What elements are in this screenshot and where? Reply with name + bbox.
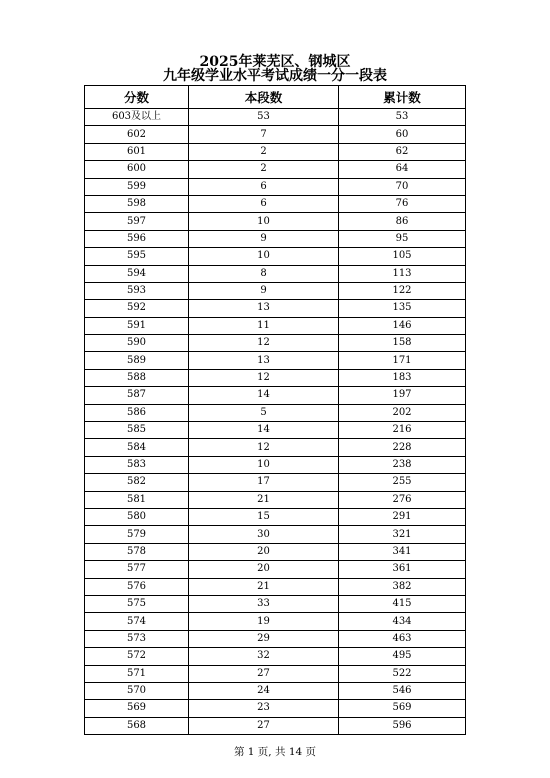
cell-segment-count: 29 <box>189 630 339 647</box>
cell-cumulative-count: 522 <box>339 665 466 682</box>
cell-score: 574 <box>85 613 189 630</box>
table-body <box>85 109 466 735</box>
cell-score: 603及以上 <box>85 109 189 126</box>
table-row <box>85 491 466 508</box>
cell-score: 572 <box>85 648 189 665</box>
table-row <box>85 404 466 421</box>
cell-segment-count: 33 <box>189 595 339 612</box>
table-row <box>85 630 466 647</box>
table-row <box>85 300 466 317</box>
cell-cumulative-count: 291 <box>339 508 466 525</box>
cell-segment-count: 23 <box>189 700 339 717</box>
cell-score: 595 <box>85 248 189 265</box>
table-row <box>85 282 466 299</box>
cell-segment-count: 19 <box>189 613 339 630</box>
cell-segment-count: 10 <box>189 248 339 265</box>
cell-cumulative-count: 135 <box>339 300 466 317</box>
cell-segment-count: 53 <box>189 109 339 126</box>
table-row <box>85 665 466 682</box>
cell-segment-count: 13 <box>189 352 339 369</box>
cell-score: 573 <box>85 630 189 647</box>
cell-score: 569 <box>85 700 189 717</box>
table-row <box>85 682 466 699</box>
cell-score: 582 <box>85 474 189 491</box>
table-row <box>85 578 466 595</box>
cell-score: 591 <box>85 317 189 334</box>
cell-segment-count: 14 <box>189 387 339 404</box>
cell-segment-count: 14 <box>189 422 339 439</box>
table-row <box>85 178 466 195</box>
cell-segment-count: 32 <box>189 648 339 665</box>
cell-segment-count: 17 <box>189 474 339 491</box>
table-row <box>85 422 466 439</box>
cell-cumulative-count: 53 <box>339 109 466 126</box>
cell-cumulative-count: 197 <box>339 387 466 404</box>
cell-segment-count: 15 <box>189 508 339 525</box>
cell-score: 581 <box>85 491 189 508</box>
cell-segment-count: 21 <box>189 491 339 508</box>
cell-score: 598 <box>85 195 189 212</box>
table-row <box>85 456 466 473</box>
table-row <box>85 717 466 734</box>
column-header-cumulative-count: 累计数 <box>339 86 466 109</box>
table-row <box>85 648 466 665</box>
cell-cumulative-count: 70 <box>339 178 466 195</box>
cell-cumulative-count: 434 <box>339 613 466 630</box>
table-row <box>85 474 466 491</box>
cell-score: 577 <box>85 561 189 578</box>
table-row <box>85 508 466 525</box>
cell-cumulative-count: 276 <box>339 491 466 508</box>
cell-cumulative-count: 76 <box>339 195 466 212</box>
cell-score: 579 <box>85 526 189 543</box>
cell-cumulative-count: 341 <box>339 543 466 560</box>
table-row <box>85 126 466 143</box>
cell-segment-count: 10 <box>189 456 339 473</box>
cell-score: 586 <box>85 404 189 421</box>
cell-score: 602 <box>85 126 189 143</box>
cell-cumulative-count: 122 <box>339 282 466 299</box>
table-row <box>85 561 466 578</box>
cell-cumulative-count: 158 <box>339 335 466 352</box>
cell-cumulative-count: 183 <box>339 369 466 386</box>
cell-cumulative-count: 495 <box>339 648 466 665</box>
cell-segment-count: 27 <box>189 717 339 734</box>
cell-cumulative-count: 216 <box>339 422 466 439</box>
cell-segment-count: 12 <box>189 369 339 386</box>
cell-score: 587 <box>85 387 189 404</box>
cell-cumulative-count: 62 <box>339 143 466 160</box>
cell-cumulative-count: 382 <box>339 578 466 595</box>
table-row <box>85 595 466 612</box>
table-row <box>85 248 466 265</box>
table-row <box>85 265 466 282</box>
cell-cumulative-count: 86 <box>339 213 466 230</box>
cell-cumulative-count: 238 <box>339 456 466 473</box>
cell-segment-count: 9 <box>189 282 339 299</box>
cell-score: 571 <box>85 665 189 682</box>
table-header-row <box>85 86 466 109</box>
cell-segment-count: 11 <box>189 317 339 334</box>
cell-segment-count: 27 <box>189 665 339 682</box>
page-number-footer: 第 1 页, 共 14 页 <box>233 746 317 758</box>
cell-cumulative-count: 361 <box>339 561 466 578</box>
cell-score: 578 <box>85 543 189 560</box>
cell-score: 593 <box>85 282 189 299</box>
cell-cumulative-count: 569 <box>339 700 466 717</box>
cell-segment-count: 21 <box>189 578 339 595</box>
cell-score: 580 <box>85 508 189 525</box>
cell-segment-count: 2 <box>189 143 339 160</box>
document-title-line2: 九年级学业水平考试成绩一分一段表 <box>163 68 387 84</box>
cell-segment-count: 9 <box>189 230 339 247</box>
cell-cumulative-count: 321 <box>339 526 466 543</box>
table-row <box>85 700 466 717</box>
document-title-line1: 2025年莱芜区、钢城区 <box>199 54 351 70</box>
cell-score: 575 <box>85 595 189 612</box>
cell-cumulative-count: 113 <box>339 265 466 282</box>
score-distribution-table <box>84 85 466 735</box>
cell-segment-count: 12 <box>189 439 339 456</box>
table-row <box>85 109 466 126</box>
table-row <box>85 352 466 369</box>
cell-score: 599 <box>85 178 189 195</box>
cell-score: 596 <box>85 230 189 247</box>
cell-score: 589 <box>85 352 189 369</box>
cell-cumulative-count: 228 <box>339 439 466 456</box>
table-row <box>85 439 466 456</box>
cell-segment-count: 6 <box>189 178 339 195</box>
cell-segment-count: 20 <box>189 543 339 560</box>
cell-score: 597 <box>85 213 189 230</box>
cell-score: 584 <box>85 439 189 456</box>
cell-segment-count: 30 <box>189 526 339 543</box>
table-row <box>85 543 466 560</box>
cell-cumulative-count: 171 <box>339 352 466 369</box>
cell-segment-count: 5 <box>189 404 339 421</box>
column-header-score: 分数 <box>85 86 189 109</box>
table-row <box>85 369 466 386</box>
cell-cumulative-count: 202 <box>339 404 466 421</box>
cell-score: 568 <box>85 717 189 734</box>
column-header-segment-count: 本段数 <box>189 86 339 109</box>
cell-segment-count: 24 <box>189 682 339 699</box>
cell-segment-count: 7 <box>189 126 339 143</box>
cell-score: 590 <box>85 335 189 352</box>
cell-segment-count: 13 <box>189 300 339 317</box>
cell-cumulative-count: 415 <box>339 595 466 612</box>
cell-cumulative-count: 255 <box>339 474 466 491</box>
cell-cumulative-count: 64 <box>339 161 466 178</box>
cell-segment-count: 2 <box>189 161 339 178</box>
cell-segment-count: 8 <box>189 265 339 282</box>
table-row <box>85 230 466 247</box>
table-row <box>85 335 466 352</box>
cell-cumulative-count: 95 <box>339 230 466 247</box>
table-row <box>85 613 466 630</box>
table-row <box>85 317 466 334</box>
cell-score: 585 <box>85 422 189 439</box>
cell-score: 594 <box>85 265 189 282</box>
cell-score: 592 <box>85 300 189 317</box>
table-row <box>85 143 466 160</box>
cell-score: 583 <box>85 456 189 473</box>
table-row <box>85 195 466 212</box>
table-row <box>85 526 466 543</box>
cell-score: 600 <box>85 161 189 178</box>
cell-cumulative-count: 546 <box>339 682 466 699</box>
cell-segment-count: 12 <box>189 335 339 352</box>
cell-segment-count: 10 <box>189 213 339 230</box>
table-row <box>85 161 466 178</box>
table-row <box>85 213 466 230</box>
cell-segment-count: 20 <box>189 561 339 578</box>
cell-cumulative-count: 105 <box>339 248 466 265</box>
cell-score: 576 <box>85 578 189 595</box>
cell-cumulative-count: 463 <box>339 630 466 647</box>
cell-score: 588 <box>85 369 189 386</box>
cell-score: 570 <box>85 682 189 699</box>
cell-segment-count: 6 <box>189 195 339 212</box>
table-row <box>85 387 466 404</box>
cell-score: 601 <box>85 143 189 160</box>
cell-cumulative-count: 60 <box>339 126 466 143</box>
cell-cumulative-count: 146 <box>339 317 466 334</box>
cell-cumulative-count: 596 <box>339 717 466 734</box>
